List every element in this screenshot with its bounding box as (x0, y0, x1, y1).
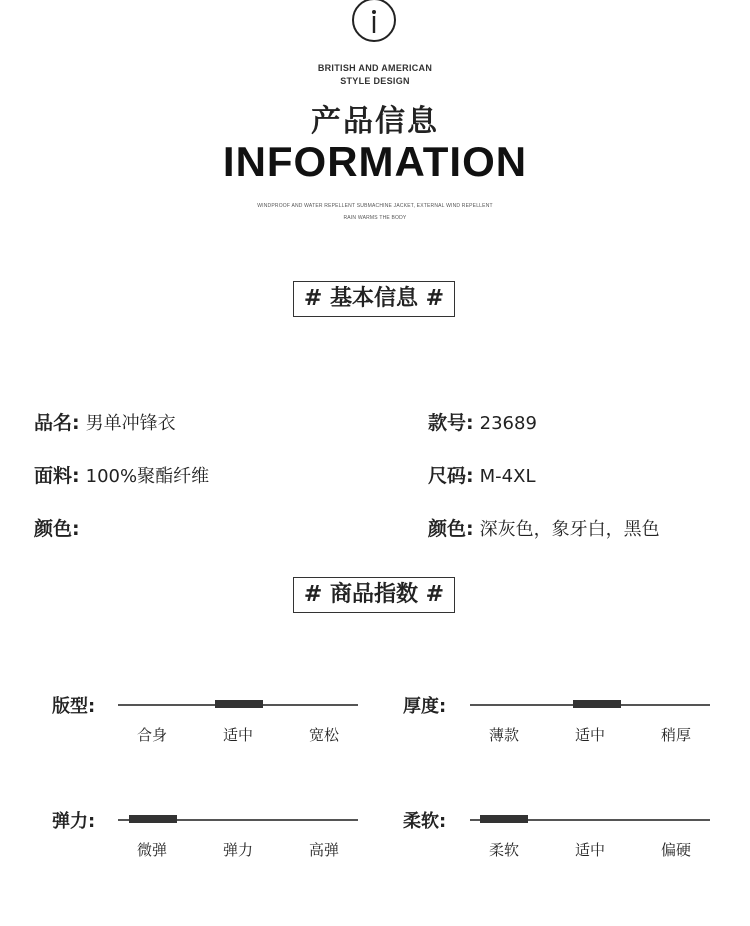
metric-tick: 适中 (574, 726, 605, 744)
metric-tick: 薄款 (488, 726, 519, 744)
info-value: M-4XL (479, 466, 536, 487)
brand-line-2: STYLE DESIGN (340, 76, 410, 86)
metric-label-thickness: 厚度: (403, 696, 447, 717)
info-key: 面料: (34, 465, 80, 487)
metric-tick: 稍厚 (660, 726, 691, 744)
metric-level-marker (215, 700, 263, 708)
info-size (428, 461, 536, 488)
info-value: 深灰色，象牙白，黑色 (479, 519, 660, 540)
info-name (34, 408, 176, 435)
tagline-2: RAIN WARMS THE BODY (343, 215, 407, 221)
metric-tick: 柔软 (488, 841, 519, 859)
metric-tick: 适中 (574, 841, 605, 859)
info-circle-icon (350, 0, 398, 42)
metric-label-fit: 版型: (52, 696, 96, 717)
info-value: 100%聚酯纤维 (85, 466, 210, 487)
metric-tick: 高弹 (308, 841, 339, 859)
page-title-cn: 产品信息 (311, 104, 439, 139)
info-key: 颜色: (428, 518, 474, 540)
info-color-right (428, 514, 660, 541)
info-value: 男单冲锋衣 (85, 413, 176, 434)
metric-label-elasticity: 弹力: (52, 811, 96, 832)
tagline-1: WINDPROOF AND WATER REPELLENT SUBMACHINE JACKET, EXTERNAL WIND REPELLENT (257, 203, 493, 209)
metric-label-softness: 柔软: (403, 811, 447, 832)
info-key: 颜色: (34, 518, 80, 540)
info-color-left (34, 514, 80, 541)
info-value: 23689 (479, 413, 537, 434)
metric-tick: 宽松 (308, 726, 339, 744)
info-style-no (428, 408, 537, 435)
basic-info-heading: # 基本信息 # (293, 281, 455, 317)
product-index-heading: # 商品指数 # (293, 577, 455, 613)
info-key: 尺码: (428, 465, 474, 487)
info-key: 款号: (428, 412, 474, 434)
metric-tick: 合身 (136, 726, 167, 744)
metric-tick: 偏硬 (660, 841, 691, 859)
brand-line-1: BRITISH AND AMERICAN (317, 63, 433, 73)
page-title-en: INFORMATION (222, 138, 528, 185)
info-key: 品名: (34, 412, 80, 434)
metric-tick: 弹力 (222, 841, 253, 859)
metric-tick: 适中 (222, 726, 253, 744)
metric-level-marker (573, 700, 621, 708)
metric-level-marker (129, 815, 177, 823)
info-fabric (34, 461, 209, 488)
metric-level-marker (480, 815, 528, 823)
metric-tick: 微弹 (136, 841, 167, 859)
